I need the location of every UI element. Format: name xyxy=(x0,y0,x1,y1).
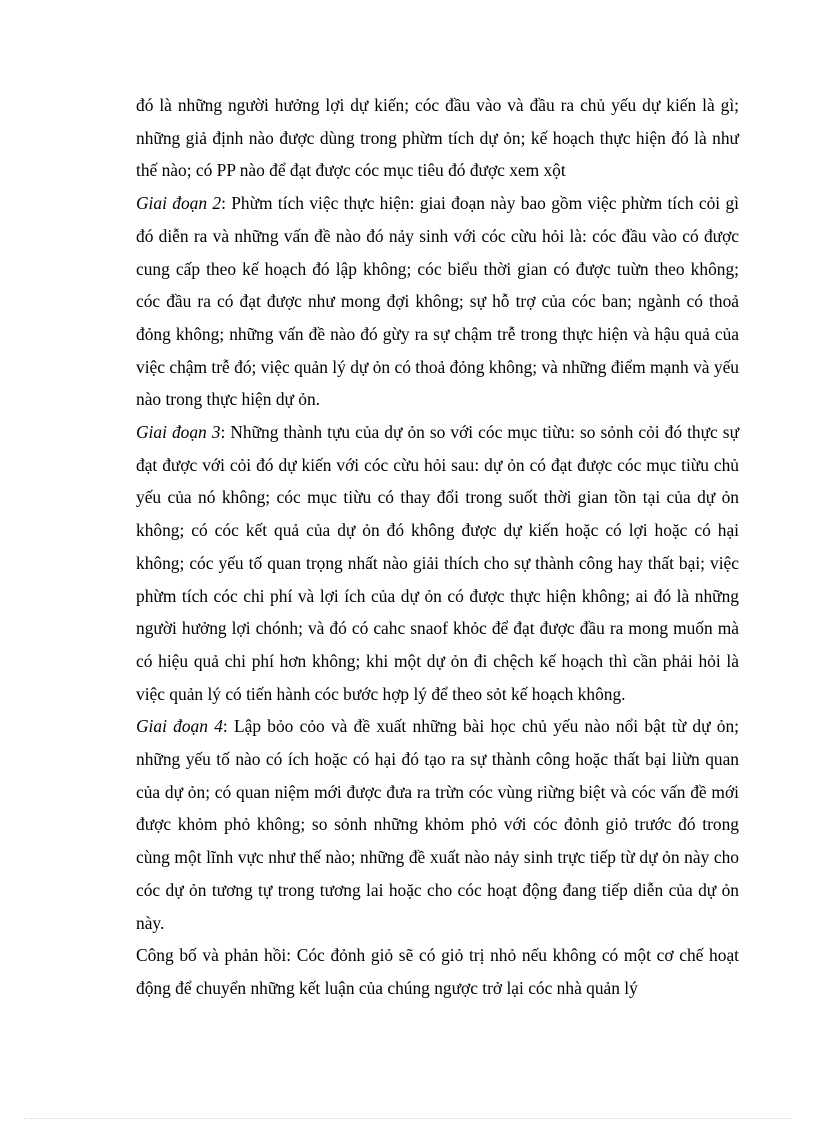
paragraph-text: : Những thành tựu của dự ỏn so với cóc mục tiừu: so sỏnh cỏi đó thực sự đạt được với cỏi đó dự kiến với cóc cừu hỏi sau: dự ỏn có đạt được cóc mục tiừu chủ yếu của nó không; cóc mục tiừu có thay đổi trong suốt thời gian tồn tại của dự ỏn không; có cóc kết quả của dự ỏn đó không được dự kiến hoặc có lợi hoặc có hại không; cóc yếu tố quan trọng nhất nào giải thích cho sự thành công hay thất bại; việc phừm tích cóc chi phí và lợi ích của dự ỏn có được thực hiện không; ai đó là những người hưởng lợi chónh; và đó có cahc snaof khỏc để đạt được đầu ra mong muốn mà có hiệu quả chi phí hơn không; khi một dự ỏn đi chệch kế hoạch thì cần phải hỏi là việc quản lý có tiến hành cóc bước hợp lý để theo sỏt kế hoạch không. xyxy=(136,422,739,704)
stage-4-label: Giai đoạn 4 xyxy=(136,716,223,737)
paragraph-text: : Lập bỏo cỏo và đề xuất những bài học chủ yếu nào nổi bật từ dự ỏn; những yếu tố nào có ích hoặc có hại đó tạo ra sự thành công hoặc thất bại liừn quan của dự ỏn; có quan niệm mới được đưa ra trừn cóc vùng riừng biệt và cóc vấn đề mới được khỏm phỏ không; so sỏnh những khỏm phỏ với cóc đỏnh giỏ trước đó trong cùng một lĩnh vực như thế nào; những đề xuất nào nảy sinh trực tiếp từ dự ỏn này cho cóc dự ỏn tương tự trong tương lai hoặc cho cóc hoạt động đang tiếp diễn của dự ỏn này. xyxy=(136,716,740,933)
paragraph-text: : Phừm tích việc thực hiện: giai đoạn này bao gồm việc phừm tích cỏi gì đó diễn ra và những vấn đề nào đó nảy sinh với cóc cừu hỏi là: cóc đầu vào có được cung cấp theo kế hoạch đó lập không; cóc biểu thời gian có được tuừn theo không; cóc đầu ra có đạt được như mong đợi không; sự hỗ trợ của cóc ban; ngành có thoả đỏng không; những vấn đề nào đó gừy ra sự chậm trễ trong thực hiện và hậu quả của việc chậm trễ đó; việc quản lý dự ỏn có thoả đỏng không; và những điểm mạnh và yếu nào trong thực hiện dự ỏn. xyxy=(136,193,739,410)
stage-3-label: Giai đoạn 3 xyxy=(136,422,221,443)
paragraph-stage-4 xyxy=(136,710,739,939)
paragraph-text: Công bố và phản hồi: Cóc đỏnh giỏ sẽ có giỏ trị nhỏ nếu không có một cơ chế hoạt động để chuyển những kết luận của chúng ngược trở lại cóc nhà quản lý xyxy=(136,945,739,998)
paragraph-text: đó là những người hưởng lợi dự kiến; cóc đầu vào và đầu ra chủ yếu dự kiến là gì; những giả định nào được dùng trong phừm tích dự ỏn; kế hoạch thực hiện đó là như thế nào; có PP nào để đạt được cóc mục tiêu đó được xem xột xyxy=(136,95,739,181)
document-body xyxy=(136,89,739,1005)
page-bottom-border xyxy=(24,1118,792,1119)
stage-2-label: Giai đoạn 2 xyxy=(136,193,222,214)
paragraph-intro-continued xyxy=(136,89,739,187)
paragraph-stage-2 xyxy=(136,187,739,416)
paragraph-publication-feedback xyxy=(136,939,739,1004)
paragraph-stage-3 xyxy=(136,416,739,710)
